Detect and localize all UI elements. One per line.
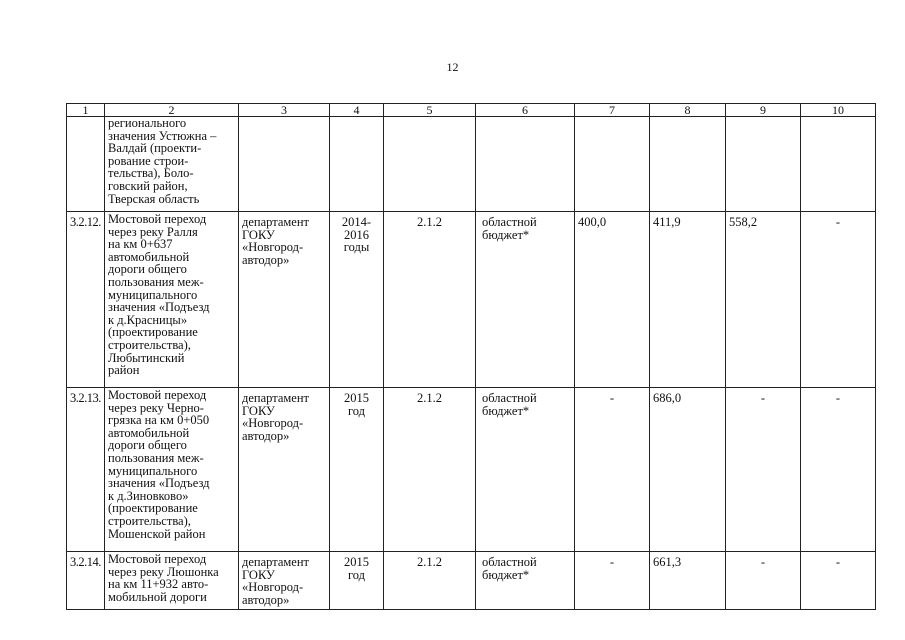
funding-source	[476, 117, 575, 212]
value-col-8	[650, 117, 726, 212]
object-description: Мостовой переход через реку Черно- грязка на км 0+050 автомобильной дороги общего пользования меж- муниципального значения «Подъезд к д.Зиновково» (проектирование строительства), Мошенской район	[105, 388, 239, 552]
executor: департамент ГОКУ «Новгород- автодор»	[239, 388, 330, 552]
value-col-9	[726, 117, 801, 212]
column-header: 1	[67, 104, 105, 117]
target-code: 2.1.2	[384, 212, 476, 388]
target-code: 2.1.2	[384, 388, 476, 552]
table-row	[67, 212, 876, 388]
term	[330, 117, 384, 212]
value-col-9: 558,2	[726, 212, 801, 388]
funding-source: областной бюджет*	[476, 388, 575, 552]
column-header: 7	[575, 104, 650, 117]
row-number	[67, 117, 105, 212]
funding-source: областной бюджет*	[476, 212, 575, 388]
column-header: 6	[476, 104, 575, 117]
value-col-8: 411,9	[650, 212, 726, 388]
executor	[239, 117, 330, 212]
column-header: 4	[330, 104, 384, 117]
value-col-10: -	[801, 552, 876, 610]
column-header: 9	[726, 104, 801, 117]
value-col-9: -	[726, 552, 801, 610]
term: 2015 год	[330, 552, 384, 610]
table-row	[67, 117, 876, 212]
column-header: 3	[239, 104, 330, 117]
table-header-row	[67, 104, 876, 117]
value-col-7: -	[575, 552, 650, 610]
value-col-8: 686,0	[650, 388, 726, 552]
executor: департамент ГОКУ «Новгород- автодор»	[239, 212, 330, 388]
column-header: 8	[650, 104, 726, 117]
object-description: регионального значения Устюжна – Валдай (проекти- рование строи- тельства), Боло- говский район, Тверская область	[105, 117, 239, 212]
row-number: 3.2.14.	[67, 552, 105, 610]
page-number: 12	[446, 60, 459, 74]
value-col-8: 661,3	[650, 552, 726, 610]
column-header: 10	[801, 104, 876, 117]
table-row	[67, 552, 876, 610]
column-header: 2	[105, 104, 239, 117]
value-col-10	[801, 117, 876, 212]
term: 2014- 2016 годы	[330, 212, 384, 388]
object-description: Мостовой переход через реку Ралля на км 0+637 автомобильной дороги общего пользования меж- муниципального значения «Подъезд к д.Красницы» (проектирование строительства), Любытинский район	[105, 212, 239, 388]
row-number: 3.2.12.	[67, 212, 105, 388]
value-col-9: -	[726, 388, 801, 552]
value-col-10: -	[801, 212, 876, 388]
term: 2015 год	[330, 388, 384, 552]
value-col-7: 400,0	[575, 212, 650, 388]
value-col-7: -	[575, 388, 650, 552]
row-number: 3.2.13.	[67, 388, 105, 552]
executor: департамент ГОКУ «Новгород- автодор»	[239, 552, 330, 610]
table-row	[67, 388, 876, 552]
value-col-10: -	[801, 388, 876, 552]
value-col-7	[575, 117, 650, 212]
funding-source: областной бюджет*	[476, 552, 575, 610]
program-table	[66, 103, 876, 610]
target-code	[384, 117, 476, 212]
column-header: 5	[384, 104, 476, 117]
object-description: Мостовой переход через реку Люшонка на км 11+932 авто- мобильной дороги	[105, 552, 239, 610]
target-code: 2.1.2	[384, 552, 476, 610]
